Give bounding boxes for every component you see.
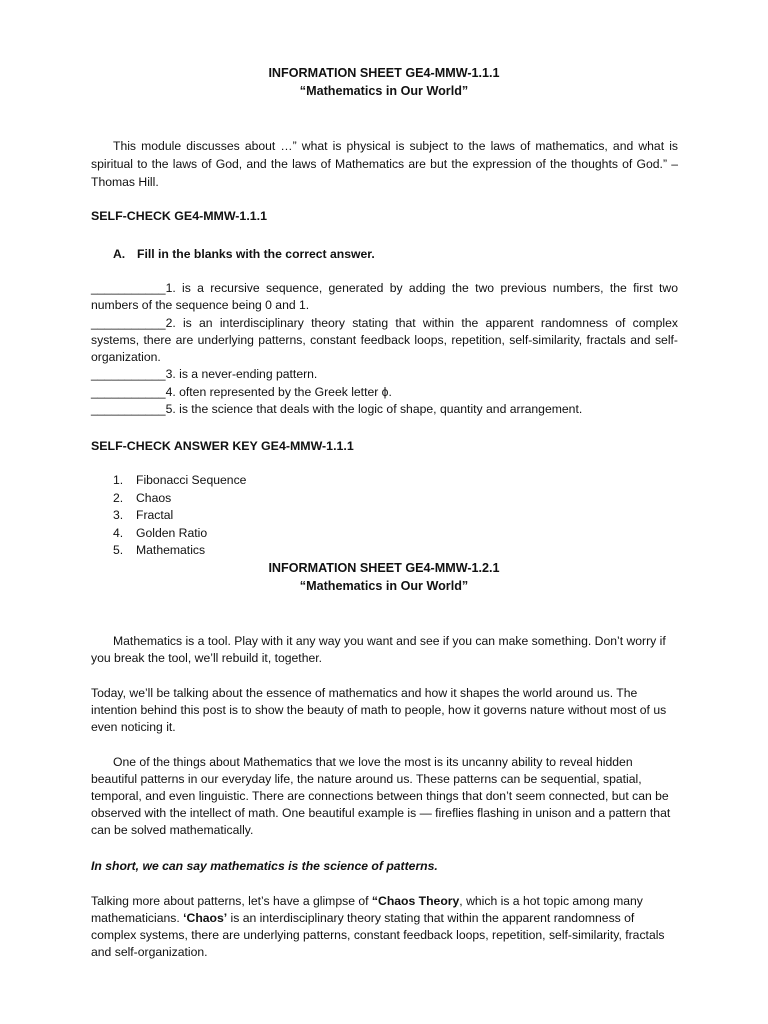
patterns-statement: In short, we can say mathematics is the science of patterns. [91, 859, 438, 873]
info-sheet-2-title: INFORMATION SHEET GE4-MMW-1.2.1 [268, 561, 500, 575]
answer-key-list [113, 472, 246, 560]
info-sheet-1-title: INFORMATION SHEET GE4-MMW-1.1.1 [268, 66, 500, 80]
paragraph-tool: Mathematics is a tool. Play with it any way you want and see if you can make something. Don’t worry if you break the tool, we’ll rebuild it, together. [91, 634, 666, 665]
list-item: 3. Fractal [113, 508, 174, 522]
question-4 [91, 384, 678, 401]
instruction-text: Fill in the blanks with the correct answer. [137, 247, 375, 261]
chaos-theory-term: “Chaos Theory [371, 894, 460, 908]
question-text: 2. is an interdisciplinary theory stating that within the apparent randomness of complex systems, there are underlying patterns, constant feedback loops, repetition, self-similarity, fractals and self-organization. [91, 316, 678, 364]
answer-key-title: SELF-CHECK ANSWER KEY GE4-MMW-1.1.1 [91, 439, 354, 453]
instruction [113, 247, 375, 261]
info-sheet-2-subtitle: “Mathematics in Our World” [299, 579, 469, 593]
question-text: 5. is the science that deals with the logic of shape, quantity and arrangement. [165, 402, 583, 416]
paragraph-essence: Today, we’ll be talking about the essence of mathematics and how it shapes the world around us. The intention behind this post is to show the beauty of math to people, how it governs nature without most of us even noticing it. [91, 686, 667, 734]
list-item: 2. Chaos [113, 490, 172, 505]
question-2 [91, 315, 678, 366]
chaos-term: ‘Chaos’ [183, 911, 228, 925]
question-text: 1. is a recursive sequence, generated by adding the two previous numbers, the first two numbers of the sequence being 0 and 1. [91, 281, 678, 312]
answer-blank: ___________ [91, 316, 166, 330]
question-1 [91, 280, 678, 314]
question-text: 4. often represented by the Greek letter ϕ. [165, 385, 392, 399]
answer-blank: ___________ [91, 402, 166, 416]
intro-paragraph: This module discusses about …” what is physical is subject to the laws of mathematics, and what is spiritual to the laws of God, and the laws of Mathematics are but the expression of the thoughts of God.” – Thomas Hill. [91, 139, 678, 189]
list-item: 5. Mathematics [113, 543, 206, 557]
self-check-title: SELF-CHECK GE4-MMW-1.1.1 [91, 209, 267, 223]
answer-blank: ___________ [91, 281, 166, 295]
paragraph-patterns: One of the things about Mathematics that we love the most is its uncanny ability to reveal hidden beautiful patterns in our everyday life, the nature around us. These patterns can be sequential, spatial, temporal, and even linguistic. There are connections between things that don’t seem connected, but can be observed with the intellect of math. One beautiful example is — fireflies flashing in unison and a pattern that can be solved mathematically. [91, 755, 671, 837]
question-3 [91, 366, 678, 383]
question-5 [91, 401, 678, 418]
paragraph-chaos: Talking more about patterns, let’s have a glimpse of “Chaos Theory, which is a hot topic among many mathematicians. ‘Chaos’ is an interdisciplinary theory stating that within the apparent randomness of complex systems, there are underlying patterns, constant feedback loops, repetition, self-similarity, fractals and self-organization. [91, 894, 665, 959]
answer-blank: ___________ [91, 367, 166, 381]
answer-blank: ___________ [91, 385, 166, 399]
info-sheet-1-subtitle: “Mathematics in Our World” [299, 84, 469, 98]
list-item: 1. Fibonacci Sequence [113, 473, 247, 487]
instruction-letter: A. [113, 247, 126, 261]
list-item: 4. Golden Ratio [113, 525, 208, 540]
question-text: 3. is a never-ending pattern. [165, 367, 318, 381]
